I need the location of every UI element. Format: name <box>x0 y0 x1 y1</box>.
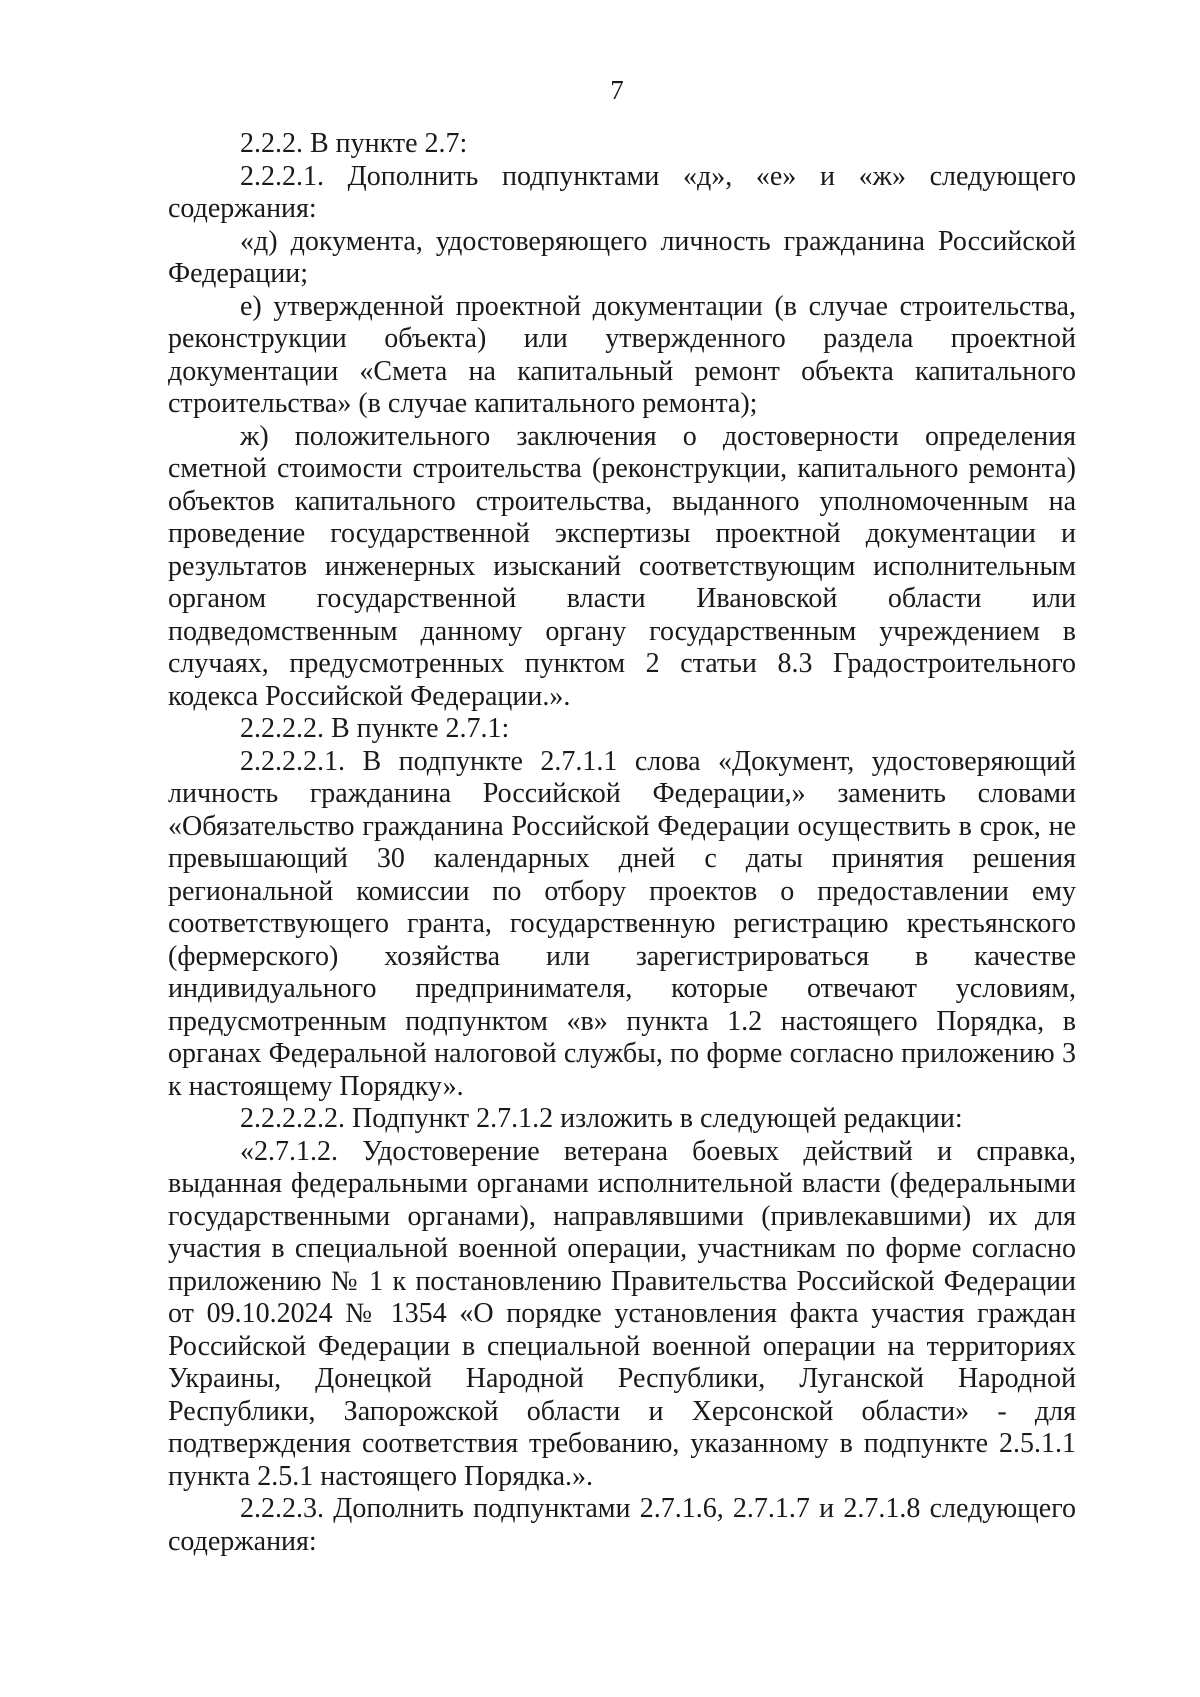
paragraph-2-2-2-2-1: 2.2.2.2.1. В подпункте 2.7.1.1 слова «Документ, удостоверяющий личность гражданина Российской Федерации,» заменить словами «Обязательство гражданина Российской Федерации осуществить в срок, не превышающий 30 календарных дней с даты принятия решения региональной комиссии по отбору проектов о предоставлении ему соответствующего гранта, государственную регистрацию крестьянского (фермерского) хозяйства или зарегистрироваться в качестве индивидуального предпринимателя, которые отвечают условиям, предусмотренным подпунктом «в» пункта 1.2 настоящего Порядка, в органах Федеральной налоговой службы, по форме согласно приложению 3 к настоящему Порядку». <box>168 745 1076 1102</box>
paragraph-2-7-1-2: «2.7.1.2. Удостоверение ветерана боевых действий и справка, выданная федеральными органами исполнительной власти (федеральными государственными органами), направлявшими (привлекавшими) их для участия в специальной военной операции, участникам по форме согласно приложению № 1 к постановлению Правительства Российской Федерации от 09.10.2024 № 1354 «О порядке установления факта участия граждан Российской Федерации в специальной военной операции на территориях Украины, Донецкой Народной Республики, Луганской Народной Республики, Запорожской области и Херсонской области» - для подтверждения соответствия требованию, указанному в подпункте 2.5.1.1 пункта 2.5.1 настоящего Порядка.». <box>168 1135 1076 1492</box>
page-number: 7 <box>610 75 624 105</box>
paragraph-subitem-zh: ж) положительного заключения о достоверности определения сметной стоимости строительства (реконструкции, капитального ремонта) объектов капитального строительства, выданного уполномоченным на проведение государственной экспертизы проектной документации и результатов инженерных изысканий соответствующим исполнительным органом государственной власти Ивановской области или подведомственным данному органу государственным учреждением в случаях, предусмотренных пунктом 2 статьи 8.3 Градостроительного кодекса Российской Федерации.». <box>168 420 1076 712</box>
paragraph-2-2-2-1: 2.2.2.1. Дополнить подпунктами «д», «е» и «ж» следующего содержания: <box>168 160 1076 224</box>
paragraph-2-2-2-3: 2.2.2.3. Дополнить подпунктами 2.7.1.6, 2.7.1.7 и 2.7.1.8 следующего содержания: <box>168 1493 1076 1557</box>
paragraph-2-2-2: 2.2.2. В пункте 2.7: <box>240 128 468 159</box>
paragraph-2-2-2-2: 2.2.2.2. В пункте 2.7.1: <box>240 713 510 744</box>
paragraph-2-2-2-2-2: 2.2.2.2.2. Подпункт 2.7.1.2 изложить в следующей редакции: <box>240 1103 963 1134</box>
paragraph-subitem-d: «д) документа, удостоверяющего личность гражданина Российской Федерации; <box>168 225 1076 289</box>
paragraph-subitem-e: е) утвержденной проектной документации (в случае строительства, реконструкции объекта) или утвержденного раздела проектной документации «Смета на капитальный ремонт объекта капитального строительства» (в случае капитального ремонта); <box>168 290 1076 419</box>
document-body <box>168 128 1076 1558</box>
